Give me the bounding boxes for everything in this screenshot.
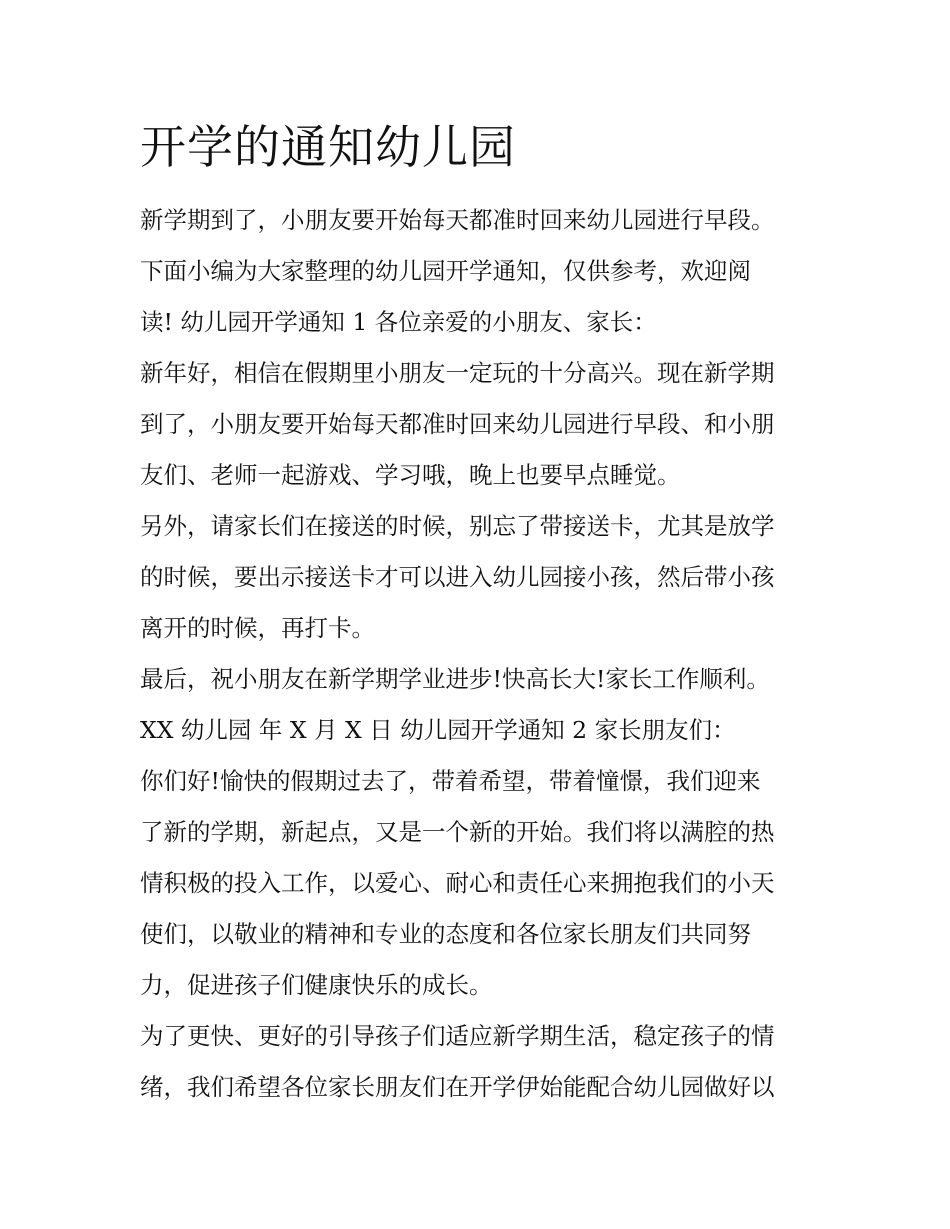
body-line: 绪，我们希望各位家长朋友们在开学伊始能配合幼儿园做好以 [140, 1073, 775, 1101]
document-title: 开学的通知幼儿园 [140, 120, 516, 174]
body-line: 友们、老师一起游戏、学习哦，晚上也要早点睡觉。 [140, 461, 681, 489]
body-line: 新学期到了，小朋友要开始每天都准时回来幼儿园进行早段。 [140, 206, 775, 234]
body-line: 情积极的投入工作，以爱心、耐心和责任心来拥抱我们的小天 [140, 869, 775, 897]
body-line: 最后，祝小朋友在新学期学业进步!快高长大!家长工作顺利。 [140, 665, 770, 693]
document-body [140, 195, 820, 1113]
body-line: XX 幼儿园 年 X 月 X 日 幼儿园开学通知 2 家长朋友们： [140, 716, 736, 744]
body-line: 使们，以敬业的精神和专业的态度和各位家长朋友们共同努 [140, 920, 751, 948]
body-line: 另外，请家长们在接送的时候，别忘了带接送卡，尤其是放学 [140, 512, 775, 540]
body-line: 你们好!愉快的假期过去了，带着希望，带着憧憬，我们迎来 [140, 767, 761, 795]
body-line: 下面小编为大家整理的幼儿园开学通知，仅供参考，欢迎阅 [140, 257, 751, 285]
body-line: 到了，小朋友要开始每天都准时回来幼儿园进行早段、和小朋 [140, 410, 775, 438]
body-line: 力，促进孩子们健康快乐的成长。 [140, 971, 493, 999]
body-line: 的时候，要出示接送卡才可以进入幼儿园接小孩，然后带小孩 [140, 563, 775, 591]
body-line: 为了更快、更好的引导孩子们适应新学期生活，稳定孩子的情 [140, 1022, 775, 1050]
body-line: 了新的学期，新起点，又是一个新的开始。我们将以满腔的热 [140, 818, 775, 846]
body-line: 新年好，相信在假期里小朋友一定玩的十分高兴。现在新学期 [140, 359, 775, 387]
body-line: 读! 幼儿园开学通知 1 各位亲爱的小朋友、家长： [140, 308, 657, 336]
body-line: 离开的时候，再打卡。 [140, 614, 375, 642]
